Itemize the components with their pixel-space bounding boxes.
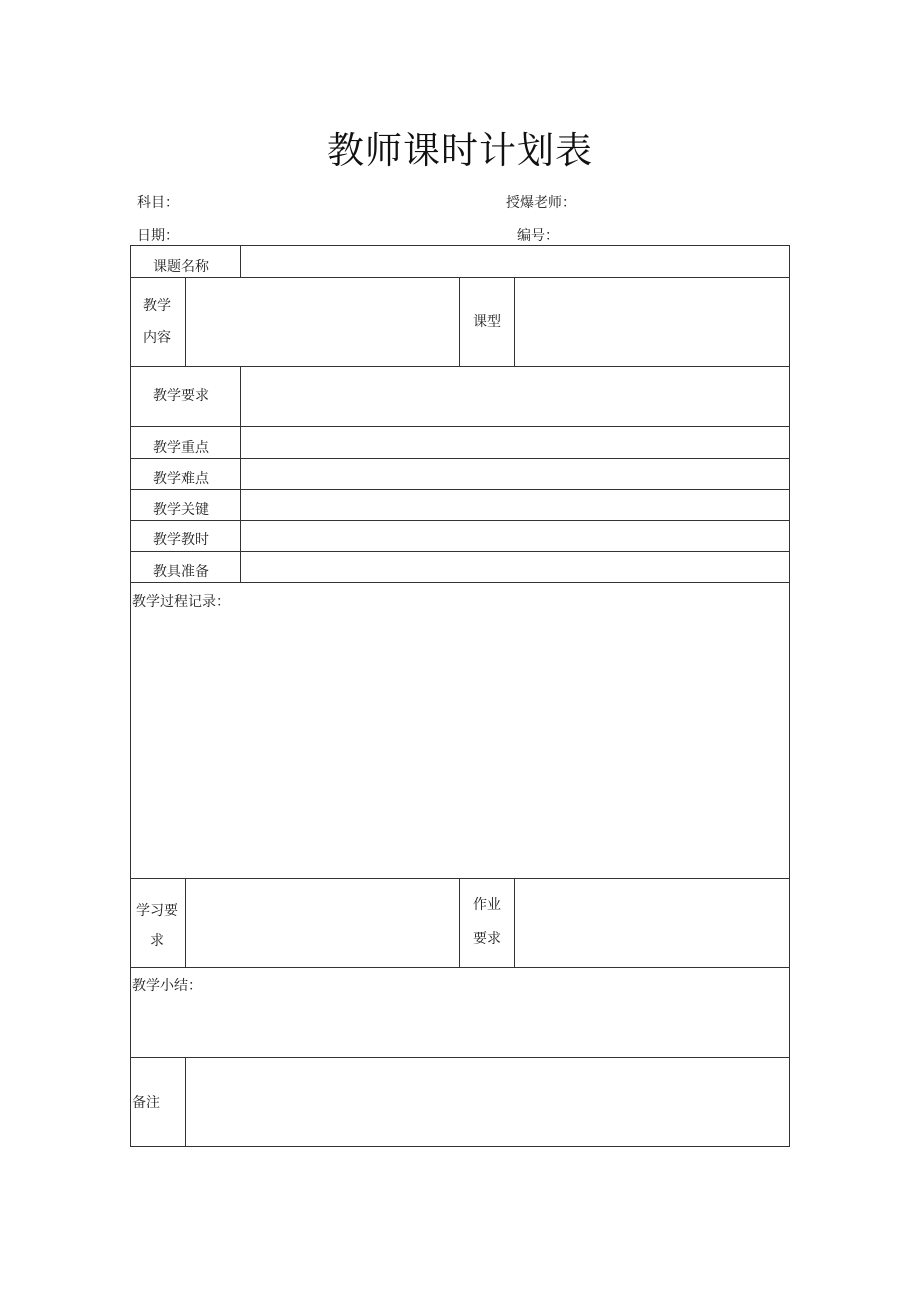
content-label-line2: 内容	[143, 330, 171, 346]
key-label: 教学关键	[153, 502, 209, 518]
tools-field[interactable]	[240, 551, 790, 583]
homework-field[interactable]	[514, 878, 790, 968]
topic-field[interactable]	[240, 245, 790, 278]
number-label: 编号：	[517, 228, 559, 244]
requirements-label-cell	[130, 366, 241, 427]
summary-label: 教学小结：	[132, 978, 202, 994]
homework-label-cell	[459, 878, 515, 968]
remarks-label-cell	[130, 1057, 186, 1147]
difficulties-field[interactable]	[240, 458, 790, 490]
difficulties-label: 教学难点	[153, 471, 209, 487]
key-label-cell	[130, 489, 241, 521]
study-req-label-cell	[130, 878, 186, 968]
page-title: 教师课时计划表	[327, 129, 593, 172]
remarks-label: 备注	[132, 1095, 160, 1111]
content-label-cell	[130, 277, 186, 367]
type-field[interactable]	[514, 277, 790, 367]
hours-label-cell	[130, 520, 241, 552]
hours-label: 教学教时	[153, 532, 209, 548]
subject-label: 科目：	[137, 195, 179, 211]
content-label-line1: 教学	[143, 298, 171, 314]
key-field[interactable]	[240, 489, 790, 521]
content-field[interactable]	[185, 277, 460, 367]
remarks-field[interactable]	[185, 1057, 790, 1147]
study-req-label-line1: 学习要	[136, 903, 178, 919]
type-label-cell	[459, 277, 515, 367]
summary-field[interactable]	[130, 967, 790, 1058]
keypoints-label: 教学重点	[153, 440, 209, 456]
process-field[interactable]	[130, 582, 790, 879]
keypoints-label-cell	[130, 426, 241, 459]
keypoints-field[interactable]	[240, 426, 790, 459]
teacher-label: 授爆老师：	[506, 195, 576, 211]
tools-label: 教具准备	[153, 564, 209, 580]
study-req-label-line2: 求	[150, 933, 164, 949]
type-label: 课型	[473, 314, 501, 330]
date-label: 日期：	[137, 228, 179, 244]
topic-label: 课题名称	[153, 259, 209, 275]
study-req-field[interactable]	[185, 878, 460, 968]
difficulties-label-cell	[130, 458, 241, 490]
requirements-label: 教学要求	[153, 388, 209, 404]
hours-field[interactable]	[240, 520, 790, 552]
tools-label-cell	[130, 551, 241, 583]
process-label: 教学过程记录：	[132, 594, 230, 610]
homework-label-line1: 作业	[473, 897, 501, 913]
requirements-field[interactable]	[240, 366, 790, 427]
homework-label-line2: 要求	[473, 931, 501, 947]
topic-label-cell	[130, 245, 241, 278]
